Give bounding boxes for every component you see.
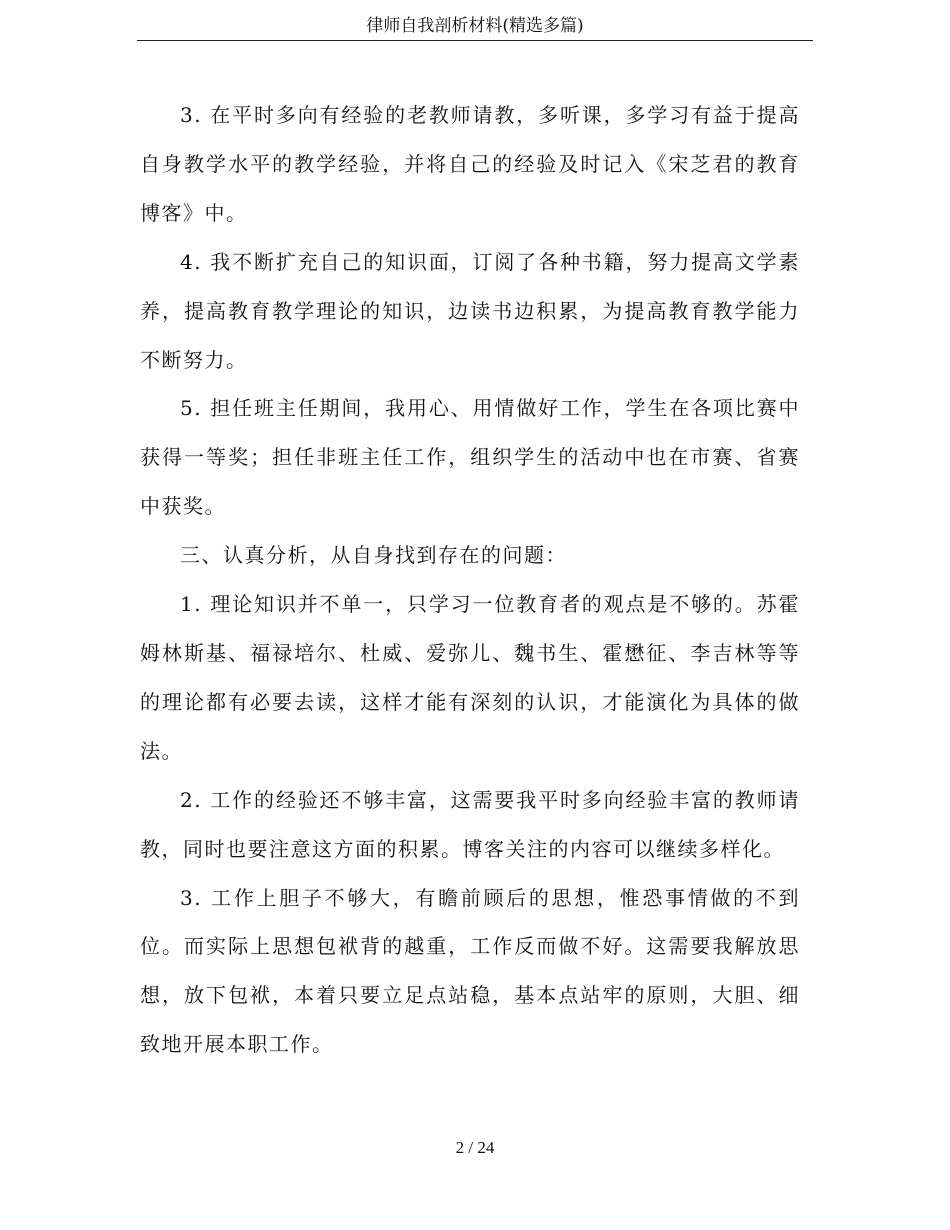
section-heading-problems: 三、认真分析，从自身找到存在的问题： (180, 543, 567, 568)
paragraph-item-4-knowledge: 4. 我不断扩充自己的知识面，订阅了各种书籍，努力提高文学素养，提高教育教学理论的知识，边读书边积累，为提高教育教学能力不断努力。 (140, 249, 800, 372)
paragraph-problem-3-courage: 3. 工作上胆子不够大，有瞻前顾后的思想，惟恐事情做的不到位。而实际上思想包袱背的越重，工作反而做不好。这需要我解放思想，放下包袱，本着只要立足点站稳，基本点站牢的原则，大胆、细致地开展本职工作。 (140, 885, 800, 1057)
document-body (140, 91, 800, 1069)
document-title: 律师自我剖析材料(精选多篇) (366, 16, 584, 36)
paragraph-item-5-class-teacher: 5. 担任班主任期间，我用心、用情做好工作，学生在各项比赛中获得一等奖；担任非班主任工作，组织学生的活动中也在市赛、省赛中获奖。 (140, 396, 800, 519)
paragraph-problem-2-experience: 2. 工作的经验还不够丰富，这需要我平时多向经验丰富的教师请教，同时也要注意这方面的积累。博客关注的内容可以继续多样化。 (140, 787, 800, 861)
page-header (137, 12, 813, 41)
paragraph-item-3-experience: 3. 在平时多向有经验的老教师请教，多听课，多学习有益于提高自身教学水平的教学经验，并将自己的经验及时记入《宋芝君的教育博客》中。 (140, 103, 800, 225)
paragraph-problem-1-theory: 1. 理论知识并不单一，只学习一位教育者的观点是不够的。苏霍姆林斯基、福禄培尔、杜威、爱弥儿、魏书生、霍懋征、李吉林等等的理论都有必要去读，这样才能有深刻的认识，才能演化为具体的做法。 (140, 592, 800, 763)
page-number: 2 / 24 (455, 1138, 495, 1157)
